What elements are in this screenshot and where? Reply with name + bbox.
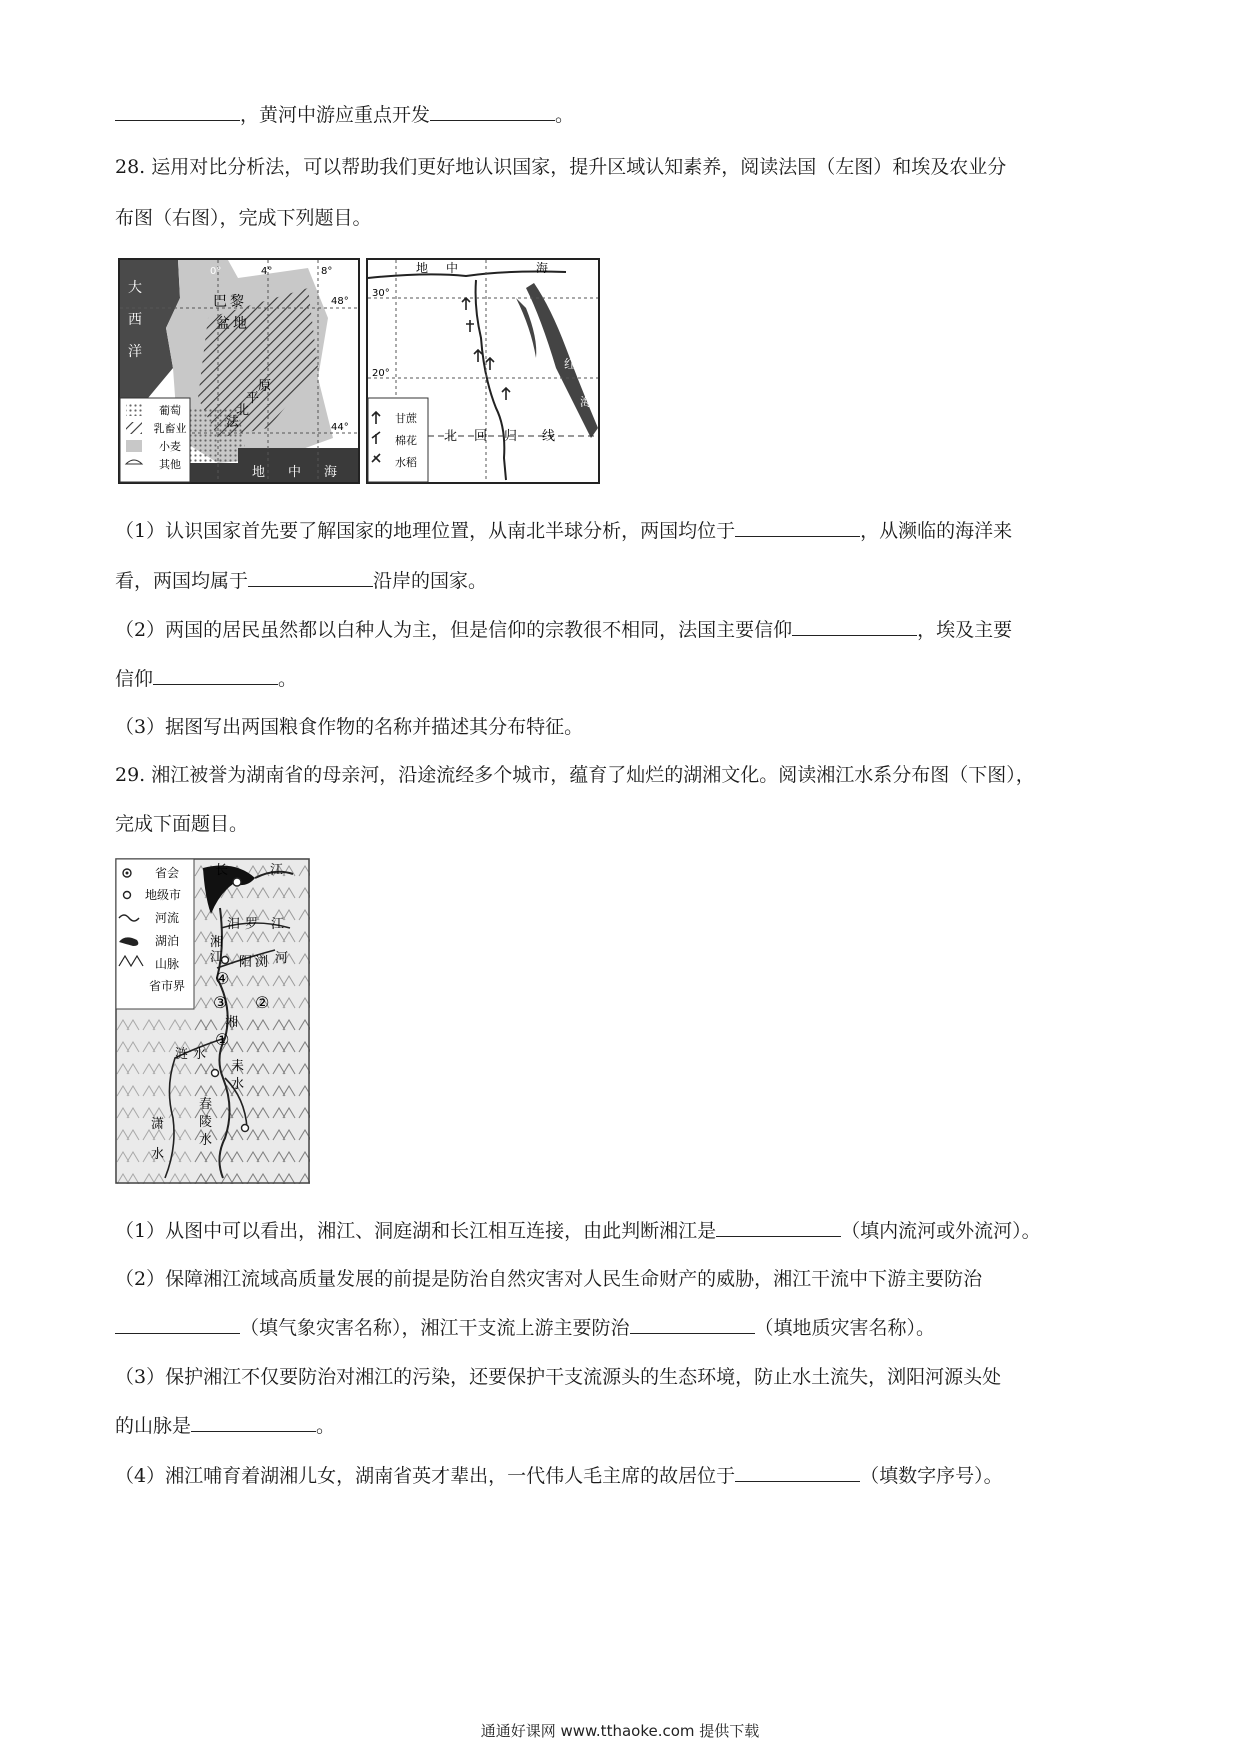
label-plain-1: 原	[258, 379, 272, 394]
label-xiang-upper: 湘	[210, 935, 224, 950]
legend-rice: 水稻	[395, 456, 417, 469]
q29-p1-b: （填内流河或外流河）。	[841, 1220, 1041, 1242]
legend-lake: 湖泊	[154, 934, 180, 948]
q29-p2-c: （填地质灾害名称）。	[754, 1317, 936, 1339]
label-miluo-2: 罗	[245, 917, 259, 932]
q29-p1	[115, 1218, 1041, 1243]
legend-wheat: 小麦	[159, 440, 181, 453]
q28-p3: （3）据图写出两国粮食作物的名称并描述其分布特征。	[115, 716, 584, 738]
label-plain-4: 法	[226, 415, 240, 430]
marker-3: ③	[213, 993, 228, 1012]
page-footer: 通通好课网 www.tthaoke.com 提供下载	[480, 1722, 760, 1740]
q28-p2-c: 信仰	[115, 668, 154, 690]
lon-8: 8°	[321, 266, 333, 277]
label-chunling-1: 春	[199, 1097, 213, 1112]
q29-p3-line2	[115, 1413, 335, 1438]
label-chunling-3: 水	[199, 1133, 213, 1148]
answer-blank[interactable]	[716, 1218, 841, 1237]
answer-blank[interactable]	[630, 1315, 755, 1334]
label-atlantic-2: 西	[128, 312, 142, 328]
q28-p1-b: ，从濒临的海洋来	[860, 520, 1013, 542]
label-tropic-3: 归	[504, 429, 518, 444]
answer-blank[interactable]	[153, 666, 278, 685]
label-red-sea-2: 海	[580, 395, 593, 409]
label-leishui-2: 水	[231, 1077, 245, 1092]
answer-blank[interactable]	[115, 1315, 240, 1334]
legend-cotton: 棉花	[395, 434, 417, 447]
label-liuyang-1: 阳	[239, 955, 253, 970]
label-basin-1: 盆	[216, 316, 230, 332]
label-changjiang-1: 长	[215, 863, 229, 878]
label-basin-2: 地	[233, 316, 247, 332]
q29-p4-b: （填数字序号）。	[860, 1465, 1003, 1487]
marker-4: ④	[215, 969, 230, 988]
q28-p1-line2	[115, 568, 487, 593]
q27-tail-mid: ，黄河中游应重点开发	[240, 104, 431, 126]
q29-p2-b: （填气象灾害名称），湘江干支流上游主要防治	[240, 1317, 630, 1339]
q29-p2-line1: （2）保障湘江流域高质量发展的前提是防治自然灾害对人民生命财产的威胁，湘江干流中下游主要防治	[115, 1268, 983, 1290]
egypt-agriculture-map	[366, 258, 600, 484]
q29-intro-line1: 29. 湘江被誉为湖南省的母亲河，沿途流经多个城市，蕴育了灿烂的湖湘文化。阅读湘江水系分布图（下图），	[115, 764, 1035, 786]
legend-grape: 葡萄	[159, 404, 181, 417]
label-lianshui-2: 水	[193, 1047, 207, 1062]
q27-tail-line	[115, 102, 574, 127]
label-med-sea-3: 海	[536, 261, 549, 275]
label-med-2: 中	[288, 465, 302, 480]
label-tropic-2: 回	[474, 429, 488, 444]
label-tropic-4: 线	[542, 429, 556, 444]
label-changjiang-2: 江	[270, 863, 284, 878]
label-xiaoshui-2: 水	[151, 1147, 165, 1162]
q29-p3-line1: （3）保护湘江不仅要防治对湘江的污染，还要保护干支流源头的生态环境，防止水土流失，浏阳河源头处	[115, 1366, 1002, 1388]
legend-boundary: 省市界	[148, 979, 186, 993]
q29-p4-a: （4）湘江哺育着湖湘儿女，湖南省英才辈出，一代伟人毛主席的故居位于	[115, 1465, 736, 1487]
q28-intro-line2: 布图（右图），完成下列题目。	[115, 207, 372, 229]
label-plain-3: 北	[236, 403, 250, 418]
answer-blank[interactable]	[792, 617, 917, 636]
q28-p2-line1	[115, 617, 1012, 642]
answer-blank[interactable]	[115, 102, 240, 121]
lon-4: 4°	[261, 266, 273, 277]
label-med-1: 地	[252, 465, 266, 480]
q29-p1-a: （1）从图中可以看出，湘江、洞庭湖和长江相互连接，由此判断湘江是	[115, 1220, 717, 1242]
legend-mountain: 山脉	[154, 957, 180, 971]
lon-0: 0°	[210, 266, 222, 277]
label-plain-2: 平	[246, 391, 260, 406]
label-lianshui-1: 涟	[175, 1047, 189, 1062]
lat-44: 44°	[331, 422, 349, 433]
q28-p1-line1	[115, 518, 1012, 543]
marker-2: ②	[255, 993, 270, 1012]
q29-p4	[115, 1463, 1003, 1488]
label-med-sea-2: 中	[446, 261, 459, 275]
label-leishui-1: 耒	[231, 1059, 245, 1074]
answer-blank[interactable]	[735, 1463, 860, 1482]
legend-capital: 省会	[154, 866, 180, 880]
q28-p2-d: 。	[278, 668, 298, 690]
lat-20: 20°	[372, 368, 390, 379]
q28-p1-c: 看，两国均属于	[115, 570, 249, 592]
q28-p1-d: 沿岸的国家。	[373, 570, 488, 592]
label-liuyang-2: 河	[275, 951, 289, 966]
q29-p3-c: 。	[316, 1415, 336, 1437]
lat-30: 30°	[372, 288, 390, 299]
q29-p2-line2	[115, 1315, 935, 1340]
label-liuyang-3: 浏	[255, 955, 269, 970]
answer-blank[interactable]	[430, 102, 555, 121]
label-med-3: 海	[324, 465, 338, 480]
q28-intro-line1: 28. 运用对比分析法，可以帮助我们更好地认识国家，提升区域认知素养，阅读法国（左图）和埃及农业分	[115, 156, 1007, 178]
answer-blank[interactable]	[191, 1413, 316, 1432]
label-miluo-1: 汨	[227, 917, 241, 932]
label-paris-1: 巴	[213, 294, 227, 310]
q29-p3-b: 的山脉是	[115, 1415, 192, 1437]
answer-blank[interactable]	[735, 518, 860, 537]
legend-sugarcane: 甘蔗	[395, 412, 417, 425]
france-agriculture-map	[118, 258, 360, 484]
q29-intro-line2: 完成下面题目。	[115, 813, 249, 835]
label-chunling-2: 陵	[199, 1115, 213, 1130]
label-tropic-1: 北	[444, 429, 458, 444]
label-atlantic-1: 大	[128, 280, 142, 296]
label-xiaoshui-1: 潇	[151, 1117, 165, 1132]
label-paris-2: 黎	[230, 294, 244, 310]
xiangjiang-river-map	[115, 858, 310, 1184]
label-miluo-3: 江	[271, 917, 285, 932]
label-med-sea-1: 地	[416, 261, 429, 275]
label-jiang: 江	[210, 950, 224, 965]
label-red-sea-1: 红	[564, 357, 577, 371]
marker-1: ①	[215, 1030, 230, 1049]
legend-city: 地级市	[144, 888, 182, 902]
q28-p2-a: （2）两国的居民虽然都以白种人为主，但是信仰的宗教很不相同，法国主要信仰	[115, 619, 793, 641]
answer-blank[interactable]	[248, 568, 373, 587]
legend-dairy: 乳畜业	[153, 422, 187, 435]
label-atlantic-3: 洋	[128, 344, 142, 360]
q27-tail-end: 。	[555, 104, 575, 126]
legend-river: 河流	[154, 911, 180, 925]
lat-48: 48°	[331, 296, 349, 307]
legend-other: 其他	[159, 458, 181, 471]
label-xiang: 湘	[225, 1015, 239, 1030]
q28-p2-line2	[115, 666, 297, 691]
q28-p1-a: （1）认识国家首先要了解国家的地理位置，从南北半球分析，两国均位于	[115, 520, 736, 542]
q28-p2-b: ，埃及主要	[917, 619, 1013, 641]
